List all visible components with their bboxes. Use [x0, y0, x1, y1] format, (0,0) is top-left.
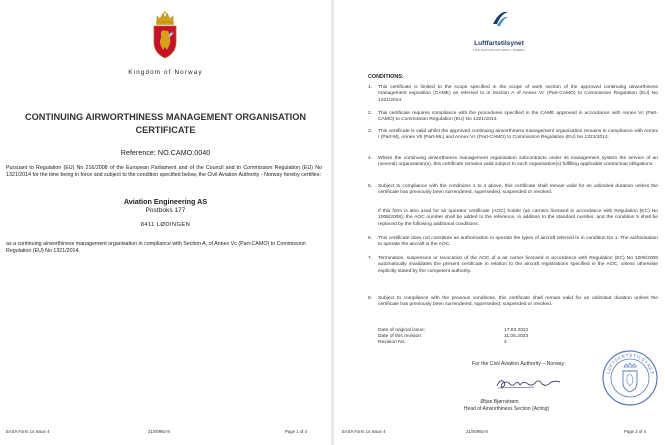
- certificate-page-1: [0, 0, 331, 445]
- signer-name: Øtjan Bjørnstrøm: [480, 399, 519, 405]
- organisation-city: 8411 LØDINGEN: [140, 222, 191, 228]
- condition-number: 1.: [368, 85, 373, 90]
- pursuant-paragraph: Pursuant to Regulation (EU) No 216/2008 of the European Parliament and of the Council and to Commission Regulation (EU) No 1321/2014 for the time being in force and subject to the condition specified below, the Civil Aviation Authority - Norway hereby certifies:: [6, 165, 322, 179]
- on-behalf-of: For the Civil Aviation Authority – Norway: [472, 361, 565, 367]
- original-issue-value: 17.03.2021: [504, 328, 529, 333]
- condition-text: This certificate is valid whilst the approved continuing airworthiness management organisation remains in compliance with Annex I (Part-M), Annex Vb (Part-ML) and Annex Vc (Part-CAMO) to Commission Regulation (EU) No 1321/2014.: [378, 129, 658, 141]
- luftfartstilsynet-logo-icon: [491, 8, 509, 30]
- footer-form: EASA Form 14 Issue 4: [342, 429, 386, 434]
- footer-page-number: Page 2 of 4: [624, 429, 646, 434]
- condition-number: 6.: [368, 236, 373, 241]
- coat-of-arms-icon: [150, 10, 180, 60]
- condition-number: 4.: [368, 156, 373, 161]
- revision-number-value: 4: [504, 340, 507, 346]
- revision-number-label: Revision No.: [378, 340, 406, 346]
- condition-text: This certificate requires compliance with the procedures specified in the CAME approved in accordance with Annex Vc (Part-CAMO) to Commission Regulation (EU) No 1321/2014.: [378, 111, 658, 123]
- condition-text: This certificate is limited to the scope specified in the scope of work section of the approved continuing airworthiness management exposition (CAME) as referred to in Section A of Annex Vc (Part-CAMO) to Commission Regulation (EU) No 1321/2014.: [378, 85, 658, 103]
- footer-code: 21/00992-8: [466, 429, 488, 434]
- condition-number: 3.: [368, 129, 373, 134]
- condition-number: 2.: [368, 111, 373, 116]
- condition-text: Subject to compliance with the previous conditions, this certificate shall remain valid for an unlimited duration unless the certificate has previously been surrendered, superseded, suspended or revoked.: [378, 296, 658, 308]
- this-revision-value: 11.05.2023: [504, 334, 529, 340]
- luftfartstilsynet-logo: [459, 8, 539, 54]
- aoc-note: If this form is also used for air operator certificate (AOC) holder (air carriers licensed in accordance with Regulation (EC) No 1008/2008), the AOC number shall be added to the reference, in addition to the standard number, and the condition 5 shall be replaced by the following additional conditions:: [378, 209, 658, 227]
- condition-text: This certificate does not constitute an authorisation to operate the types of aircraft referred to in condition No 1. The authorisation to operate the aircraft is the AOC.: [378, 236, 658, 248]
- svg-text:LUFTFARTSTILSYNET: [605, 353, 654, 375]
- certificate-title: [0, 111, 331, 137]
- condition-number: 8.: [368, 296, 373, 301]
- condition-text: Termination, suspension or revocation of the AOC of a air carrier licensed in accordance with Regulation (EC) No 1008/2008 automatically invalidates the present certificate in relation to the aircraft registrations specified in the AOC, unless otherwise explicitly stated by the competent authority.: [378, 256, 658, 274]
- reference-number: Reference: NO.CAMO.0040: [120, 148, 211, 157]
- revision-dates: [378, 328, 658, 347]
- footer-code: 21/00992-8: [148, 429, 170, 434]
- condition-number: 7.: [368, 256, 373, 261]
- official-stamp-icon: [601, 349, 659, 407]
- signer-title: Head of Airworthiness Section (Acting): [463, 406, 550, 412]
- certificate-page-2: [334, 0, 665, 445]
- compliance-statement: as a continuing airworthiness management organisation in compliance with Section A, of Annex Vc (Part-CAMO) to Commission Regulation (EU) No 1321/2014.: [6, 241, 306, 255]
- certificate-title-line1: CONTINUING AIRWORTHINESS MANAGEMENT ORGANISATION: [24, 112, 307, 122]
- footer-form: EASA Form 14 Issue 4: [6, 429, 50, 434]
- conditions-heading: CONDITIONS:: [368, 74, 404, 80]
- condition-text: Subject to compliance with the conditions 1 to 4 above, this certificate shall remain valid for an unlimited duration unless the certificate has previously been surrendered, superseded, suspended or revoked.: [378, 184, 658, 196]
- kingdom-heading: Kingdom of Norway: [128, 69, 203, 76]
- logo-name: Luftfartstilsynet: [474, 40, 524, 47]
- footer-page-number: Page 1 of 4: [285, 429, 307, 434]
- logo-subtitle: CIVIL AVIATION AUTHORITY NORWAY: [472, 49, 526, 52]
- original-issue-label: Date of original issue:: [378, 328, 426, 333]
- stamp-text: LUFTFARTSTILSYNET: [605, 352, 655, 376]
- organisation-name: Aviation Engineering AS: [123, 197, 208, 206]
- revision-number-row: [378, 340, 658, 346]
- signature-icon: [494, 376, 564, 390]
- condition-text: Where the continuing airworthiness management organisation subcontracts under its management system the service of an (several) organisation(s), this certificate remains valid subject to such organisation(s) fulfilling applicable contractual obligations.: [378, 156, 658, 168]
- this-revision-label: Date of this revision:: [378, 334, 423, 340]
- organisation-postbox: Postboks 177: [145, 207, 186, 214]
- certificate-title-line2: CERTIFICATE: [135, 125, 196, 135]
- condition-number: 5.: [368, 184, 373, 189]
